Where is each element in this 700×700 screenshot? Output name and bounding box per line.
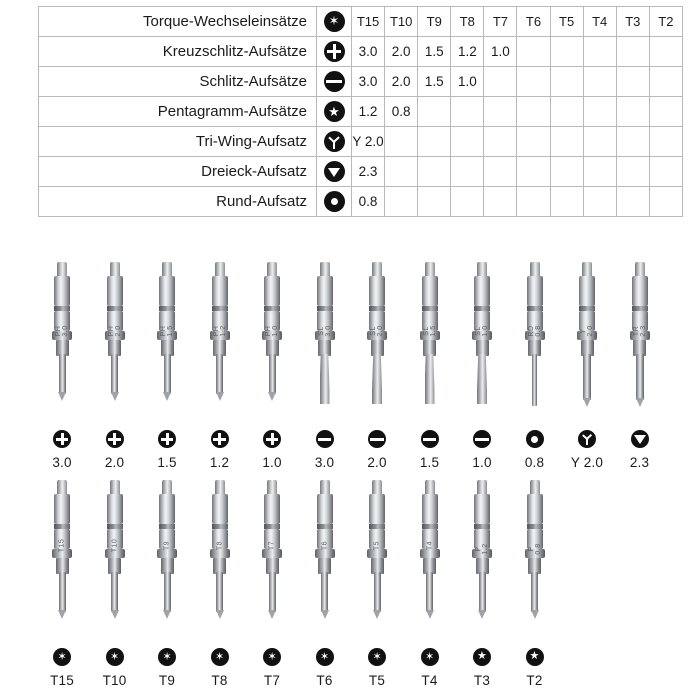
row-icon-cell [317,157,352,187]
bit-shank-upper [54,494,70,524]
bit-item[interactable] [509,262,561,470]
table-cell: T8 [451,7,484,37]
bit-engraving: PH 1.0 [265,325,279,337]
phillips-cross-icon [53,430,71,448]
pentalobe-star-icon: ★ [526,648,544,666]
table-cell [418,97,451,127]
flathead-slot-icon [421,430,439,448]
table-cell [649,37,682,67]
bit-illustration [404,480,456,640]
bit-item[interactable] [246,262,298,470]
table-cell [517,127,550,157]
table-cell: 1.2 [352,97,385,127]
bit-engraving: PH 1.5 [160,325,174,337]
torx-icon: ✶ [211,648,229,666]
row-icon-cell [317,7,352,37]
bit-illustration [614,262,666,422]
bit-size-label: 1.5 [157,455,177,470]
bit-size-label: T7 [263,673,281,688]
table-row [39,127,683,157]
torx-icon: ✶ [316,648,334,666]
bit-engraving: T8 [216,540,223,551]
table-cell [649,187,682,217]
pentalobe-star-icon: ★ [473,648,491,666]
bit-size-label: T10 [102,673,127,688]
bit-size-label: T8 [211,673,228,688]
bit-profile-icon-wrap [351,427,403,451]
bit-profile-icon-wrap [246,645,298,669]
table-cell: 1.5 [418,37,451,67]
table-cell [517,157,550,187]
bit-size-label: T3 [473,673,491,688]
bit-profile-icon-wrap [299,427,351,451]
bit-profile-icon-wrap [141,427,193,451]
table-cell [583,187,616,217]
bit-profile-icon-wrap [509,645,561,669]
bit-size-label: 1.5 [419,455,440,470]
bit-engraving: TR 2.3 [632,325,647,337]
table-cell [583,67,616,97]
table-cell: T15 [352,7,385,37]
bit-size-label: T6 [316,673,333,688]
table-cell [451,97,484,127]
table-cell [451,187,484,217]
bit-profile-icon-wrap [299,645,351,669]
table-cell [616,97,649,127]
bit-engraving: T7 [268,540,276,551]
bit-size-label: 1.2 [209,455,230,470]
bit-item[interactable] [404,262,456,470]
table-cell [550,97,583,127]
bit-item[interactable] [351,480,403,688]
table-cell [484,157,517,187]
row-icon-cell [317,97,352,127]
bit-size-label: 3.0 [314,455,335,470]
table-cell: T2 [649,7,682,37]
table-cell [649,97,682,127]
spec-table [38,6,683,217]
bit-illustration [456,480,508,640]
bit-engraving: PH 3.0 [55,325,69,337]
table-row [39,67,683,97]
torx-icon: ✶ [263,648,281,666]
table-cell [517,37,550,67]
bit-profile-icon-wrap [404,645,456,669]
torx-icon: ✶ [158,648,176,666]
row-icon-cell [317,187,352,217]
bit-size-label: 3.0 [52,455,72,470]
row-label: Torque-Wechseleinsätze [39,7,317,37]
bit-illustration [299,480,351,640]
bit-illustration [194,262,246,422]
table-cell: 2.0 [385,67,418,97]
bit-illustration [351,262,403,422]
bit-item[interactable] [246,480,298,688]
bit-shank-upper [474,276,490,306]
bit-item[interactable] [614,262,666,470]
row-label: Kreuzschlitz-Aufsätze [39,37,317,67]
bit-shank-upper [632,276,648,306]
table-cell [649,157,682,187]
bit-illustration [36,480,88,640]
bit-neck [371,340,384,356]
bit-size-label: Y 2.0 [570,455,604,470]
bit-shank-upper [159,494,175,524]
bit-item[interactable] [89,480,141,688]
table-cell [583,97,616,127]
bit-shank-upper [212,494,228,524]
bit-size-label: 2.0 [367,455,387,470]
bit-engraving: T4 [426,540,433,551]
row-icon-cell [317,37,352,67]
table-cell [385,127,418,157]
table-row [39,187,683,217]
triangle-icon [324,161,345,182]
table-cell [550,67,583,97]
bit-engraving: SL 2.0 [370,325,384,337]
bit-engraving: T6 [321,540,328,551]
bit-size-label: T5 [368,673,386,688]
bit-size-label: 1.0 [472,455,492,470]
bit-item[interactable] [299,480,351,688]
bit-illustration [246,480,298,640]
bit-shank-upper [212,276,228,306]
bit-shank-upper [264,276,280,306]
triangle-icon [631,430,649,448]
table-cell: 3.0 [352,67,385,97]
bit-illustration [141,480,193,640]
bit-item[interactable] [89,262,141,470]
bit-shank-upper [264,494,280,524]
bit-profile-icon-wrap [404,427,456,451]
bit-size-label: T15 [50,673,74,688]
table-cell [517,67,550,97]
bit-engraving: RD 0.8 [527,325,542,337]
torx-icon: ✶ [324,11,345,32]
bit-size-label: 2.0 [104,455,125,470]
row-icon-cell [317,67,352,97]
bit-profile-icon-wrap [246,427,298,451]
table-cell [616,187,649,217]
table-cell [451,157,484,187]
row-label: Pentagramm-Aufsätze [39,97,317,127]
bit-shank-upper [317,276,333,306]
bit-engraving: PH 1.2 [212,325,227,337]
bit-shank-upper [422,276,438,306]
table-cell [616,127,649,157]
bit-engraving: SL 1.5 [422,325,437,337]
table-cell: T4 [583,7,616,37]
table-cell [385,157,418,187]
row-label: Rund-Aufsatz [39,187,317,217]
bit-illustration [194,480,246,640]
row-label: Dreieck-Aufsatz [39,157,317,187]
table-cell: T10 [385,7,418,37]
bit-item[interactable] [456,480,508,688]
bit-engraving: T9 [163,540,171,551]
table-cell: T7 [484,7,517,37]
flathead-slot-icon [324,71,345,92]
torx-icon: ✶ [106,648,124,666]
table-cell [484,97,517,127]
table-cell [616,37,649,67]
bit-illustration [36,262,88,422]
bit-item[interactable] [141,480,193,688]
table-cell: 1.5 [418,67,451,97]
table-cell: 2.3 [352,157,385,187]
bit-profile-icon-wrap [89,645,141,669]
round-icon [324,191,345,212]
spec-table-container [38,6,674,217]
bit-item[interactable] [509,480,561,688]
bit-shank-upper [579,276,595,306]
table-cell: T6 [517,7,550,37]
bit-illustration [404,262,456,422]
bit-illustration [351,480,403,640]
bit-neck [318,340,331,356]
table-cell [616,67,649,97]
table-cell [550,157,583,187]
bit-engraving: T15 [58,538,66,553]
torx-icon: ✶ [368,648,386,666]
bit-shank-upper [159,276,175,306]
bit-profile-icon-wrap [194,645,246,669]
table-cell [484,187,517,217]
bit-engraving: SL 1.0 [475,325,489,337]
bit-profile-icon-wrap [89,427,141,451]
flathead-slot-icon [473,430,491,448]
bit-size-label: 0.8 [524,455,545,470]
table-cell [550,187,583,217]
table-row [39,7,683,37]
table-cell: 3.0 [352,37,385,67]
bit-item[interactable] [456,262,508,470]
bit-shank-upper [527,494,543,524]
bit-shank-upper [369,276,385,306]
bit-item[interactable] [194,480,246,688]
table-cell [484,67,517,97]
bit-profile-icon-wrap [194,427,246,451]
table-cell [418,157,451,187]
bit-item[interactable] [351,262,403,470]
bit-shank-upper [527,276,543,306]
table-cell [418,187,451,217]
bit-neck [423,340,436,356]
bit-illustration [509,480,561,640]
table-cell [583,157,616,187]
bit-illustration [561,262,613,422]
bit-engraving: T10 [111,538,118,553]
bit-illustration [509,262,561,422]
bit-neck [476,340,489,356]
table-cell: T9 [418,7,451,37]
bit-size-label: T9 [158,673,176,688]
bit-engraving: T5 [373,540,381,551]
bit-item[interactable] [404,480,456,688]
table-cell [451,127,484,157]
bit-size-label: T2 [526,673,543,688]
table-cell: T3 [616,7,649,37]
bit-shank-upper [422,494,438,524]
table-row [39,97,683,127]
bit-size-label: 1.0 [262,455,282,470]
bit-illustration [89,262,141,422]
table-cell: 1.0 [451,67,484,97]
table-cell: 0.8 [352,187,385,217]
table-cell [385,187,418,217]
bit-profile-icon-wrap [36,645,88,669]
torx-icon: ✶ [53,648,71,666]
row-label: Schlitz-Aufsätze [39,67,317,97]
tri-wing-icon [324,131,345,152]
bit-illustration [456,262,508,422]
row-icon-cell [317,127,352,157]
phillips-cross-icon [324,41,345,62]
bit-engraving: SL 3.0 [317,325,332,337]
bit-profile-icon-wrap [614,427,666,451]
bit-engraving: P 1.2 [475,543,489,555]
table-row [39,37,683,67]
bit-size-label: 2.3 [629,455,650,470]
bit-profile-icon-wrap [509,427,561,451]
bit-illustration [246,262,298,422]
table-cell [649,67,682,97]
bit-shank-upper [369,494,385,524]
bit-profile-icon-wrap [36,427,88,451]
table-cell [583,37,616,67]
bit-illustration [299,262,351,422]
phillips-cross-icon [158,430,176,448]
tri-wing-icon [578,430,596,448]
bit-profile-icon-wrap [351,645,403,669]
bit-item[interactable] [194,262,246,470]
bit-illustration [89,480,141,640]
torx-icon: ✶ [421,648,439,666]
table-cell: 1.2 [451,37,484,67]
table-cell: T5 [550,7,583,37]
phillips-cross-icon [211,430,229,448]
bit-size-label: T4 [421,673,438,688]
table-cell: 2.0 [385,37,418,67]
bit-shank-upper [107,276,123,306]
bit-item[interactable] [36,262,88,470]
bit-profile-icon-wrap [456,427,508,451]
phillips-cross-icon [263,430,281,448]
flathead-slot-icon [316,430,334,448]
table-cell [418,127,451,157]
bit-engraving: Y 2.0 [580,325,594,337]
table-cell: 1.0 [484,37,517,67]
table-cell [550,37,583,67]
table-cell [616,157,649,187]
bit-shank-upper [317,494,333,524]
bit-engraving: P 0.8 [527,543,542,555]
table-cell [484,127,517,157]
bit-shank-upper [474,494,490,524]
table-cell [517,97,550,127]
table-row [39,157,683,187]
bit-shank-upper [107,494,123,524]
bit-shank-upper [54,276,70,306]
bit-profile-icon-wrap [141,645,193,669]
bit-item[interactable] [299,262,351,470]
flathead-slot-icon [368,430,386,448]
table-cell [649,127,682,157]
bit-profile-icon-wrap [456,645,508,669]
bit-engraving: PH 2.0 [107,325,122,337]
bit-profile-icon-wrap [561,427,613,451]
table-cell: 0.8 [385,97,418,127]
bit-item[interactable] [36,480,88,688]
table-cell: Y 2.0 [352,127,385,157]
pentalobe-star-icon: ★ [324,101,345,122]
bit-item[interactable] [141,262,193,470]
table-cell [517,187,550,217]
bit-illustration [141,262,193,422]
table-cell [583,127,616,157]
phillips-cross-icon [106,430,124,448]
round-icon [526,430,544,448]
bit-item[interactable] [561,262,613,470]
row-label: Tri-Wing-Aufsatz [39,127,317,157]
table-cell [550,127,583,157]
